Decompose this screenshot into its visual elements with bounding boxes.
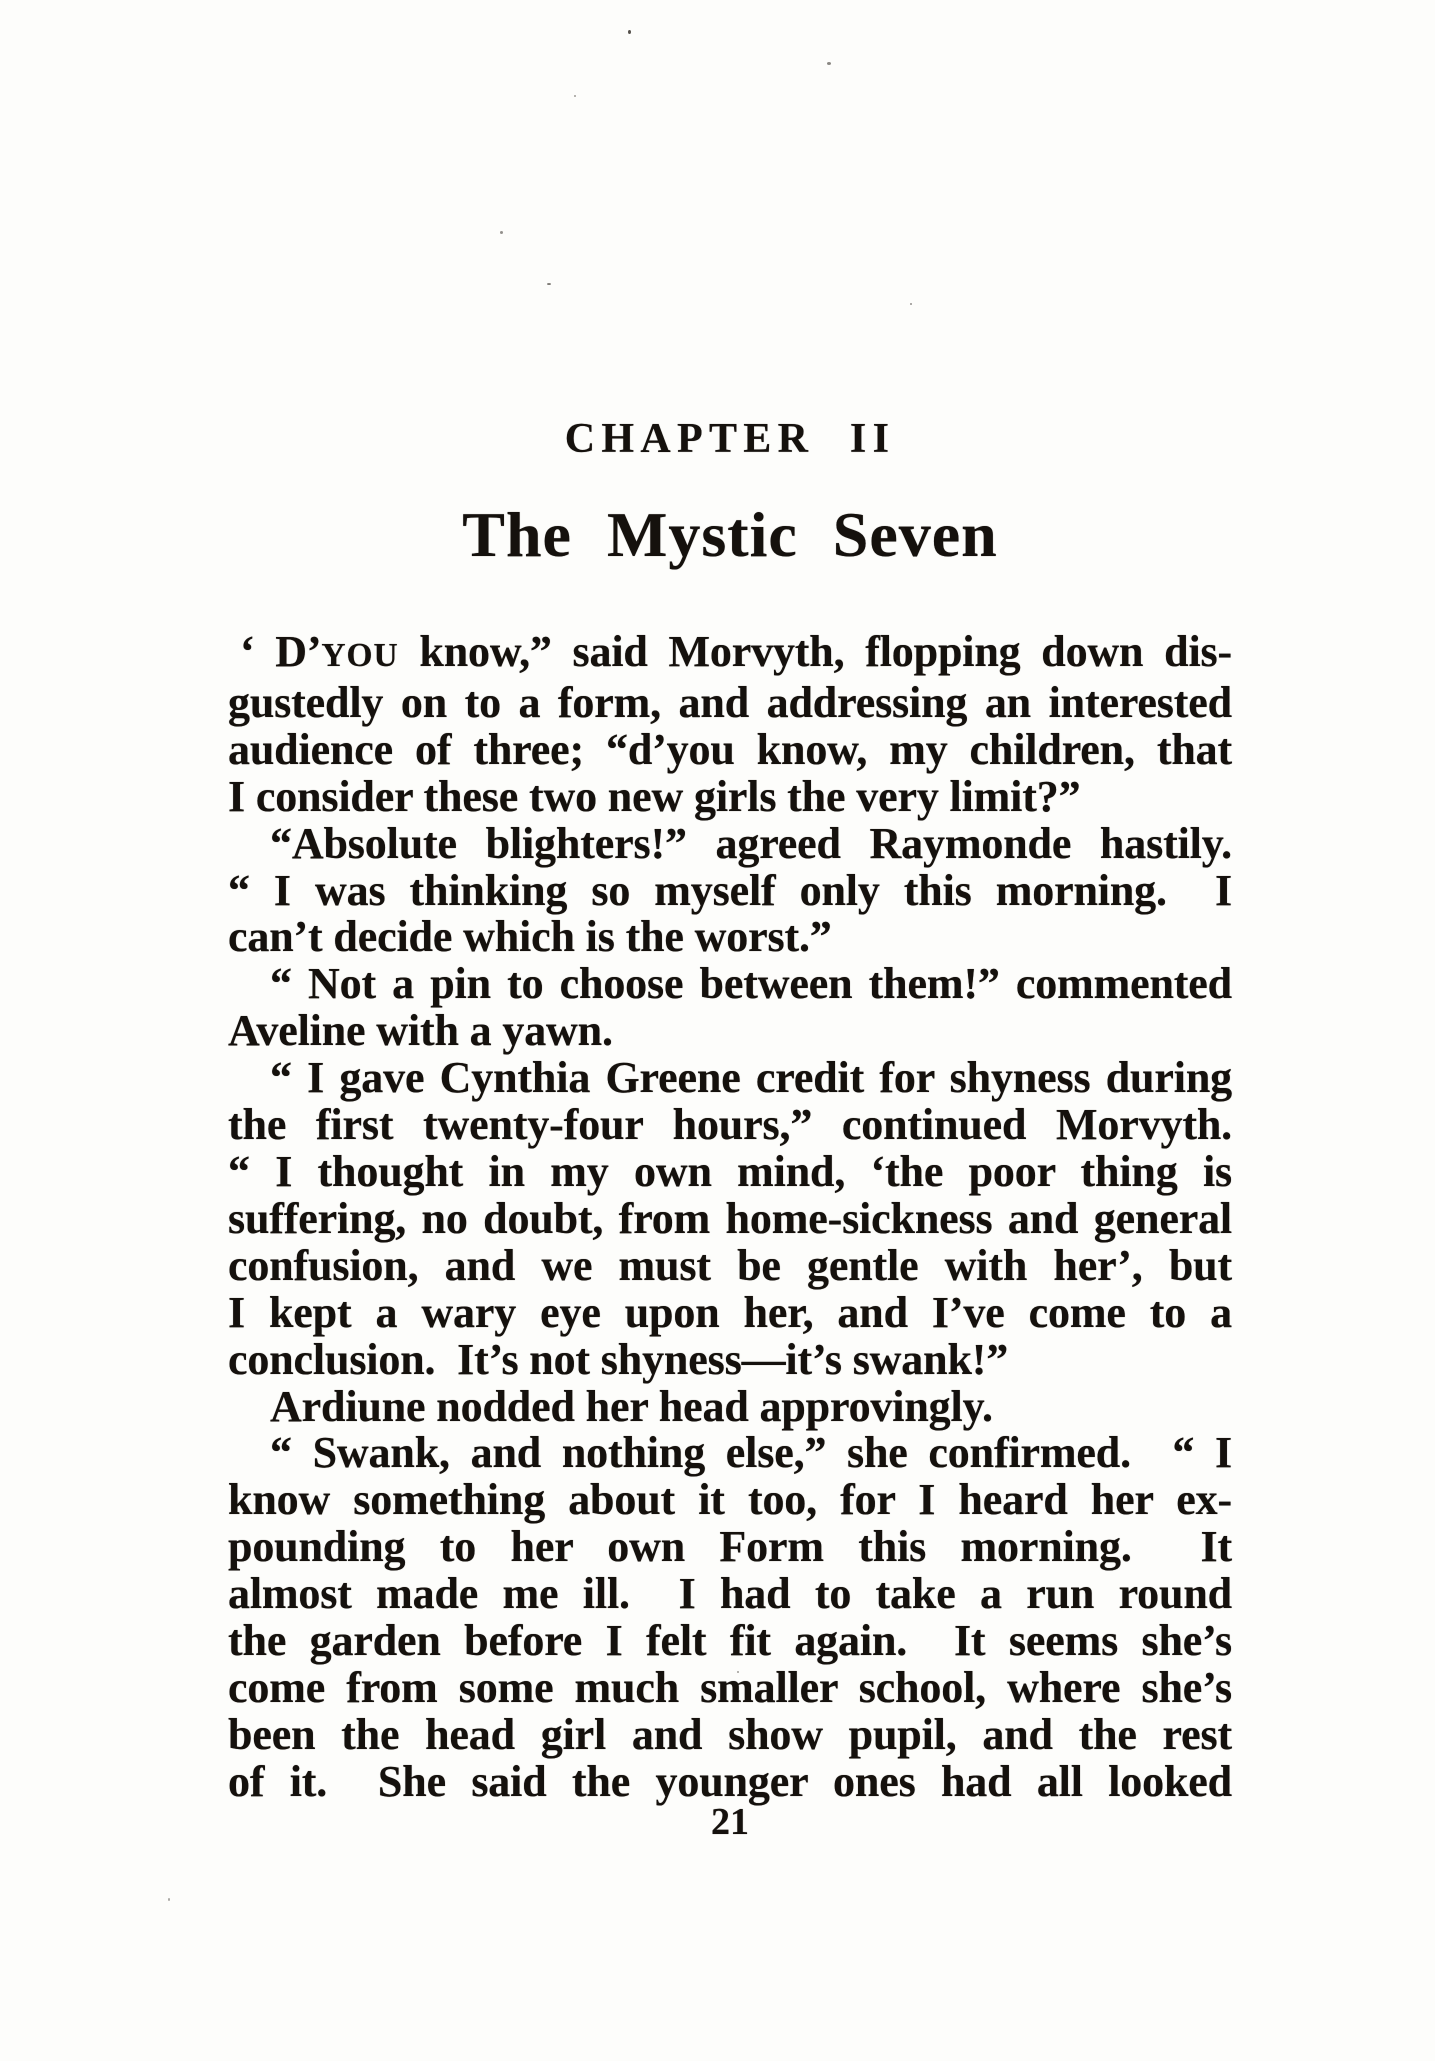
text-line: pounding to her own Form this morning. It [228, 1522, 1232, 1572]
paragraph-first-line: Ardiune nodded her head approvingly. [270, 1381, 993, 1431]
chapter-title: The Mystic Seven [462, 499, 998, 570]
paragraph-first-line: “ Not a pin to choose between them!” commented [270, 959, 1232, 1009]
text-line: gustedly on to a form, and addressing an interested [228, 677, 1232, 727]
text-line: know something about it too, for I heard her ex- [228, 1475, 1232, 1525]
paragraph-first-line: “ Swank, and nothing else,” she confirmed. “ I [270, 1428, 1232, 1478]
text-line: come from some much smaller school, where she’s [228, 1662, 1232, 1712]
text-line: the garden before I felt fit again. It seems she’s [228, 1616, 1232, 1666]
line-text: know,” said Morvyth, flopping down dis- [398, 627, 1232, 676]
text-line: almost made me ill. I had to take a run round [228, 1569, 1232, 1619]
text-line: suffering, no doubt, from home-sickness and general [228, 1193, 1232, 1243]
opening-quote-text: ‘ D’ [240, 627, 322, 676]
text-line: I kept a wary eye upon her, and I’ve come to a [228, 1287, 1232, 1337]
text-line: the first twenty-four hours,” continued Morvyth. [228, 1100, 1232, 1150]
text-line: been the head girl and show pupil, and the rest [228, 1709, 1232, 1759]
chapter-heading: CHAPTER II [564, 416, 896, 462]
text-line: “ I was thinking so myself only this morning. I [228, 865, 1232, 915]
text-line: audience of three; “d’you know, my children, that [228, 724, 1232, 774]
text-line: Aveline with a yawn. [228, 1006, 613, 1056]
text-line: “ I thought in my own mind, ‘the poor thing is [228, 1146, 1232, 1196]
text-line: conclusion. It’s not shyness—it’s swank!” [228, 1334, 1009, 1384]
page-number: 21 [711, 1801, 749, 1843]
small-caps-word: YOU [321, 637, 399, 674]
text-line: of it. She said the younger ones had all looked [228, 1756, 1232, 1806]
paragraph-first-line: “ I gave Cynthia Greene credit for shyness during [270, 1053, 1232, 1103]
paragraph-first-line [228, 629, 1232, 680]
text-line: confusion, and we must be gentle with her’, but [228, 1240, 1232, 1290]
body-text [228, 629, 1232, 1806]
text-block [228, 0, 1232, 2061]
scan-speck [168, 1898, 170, 1901]
text-line: I consider these two new girls the very limit?” [228, 771, 1081, 821]
paragraph-first-line: “Absolute blighters!” agreed Raymonde hastily. [270, 818, 1232, 868]
text-line: can’t decide which is the worst.” [228, 912, 832, 962]
